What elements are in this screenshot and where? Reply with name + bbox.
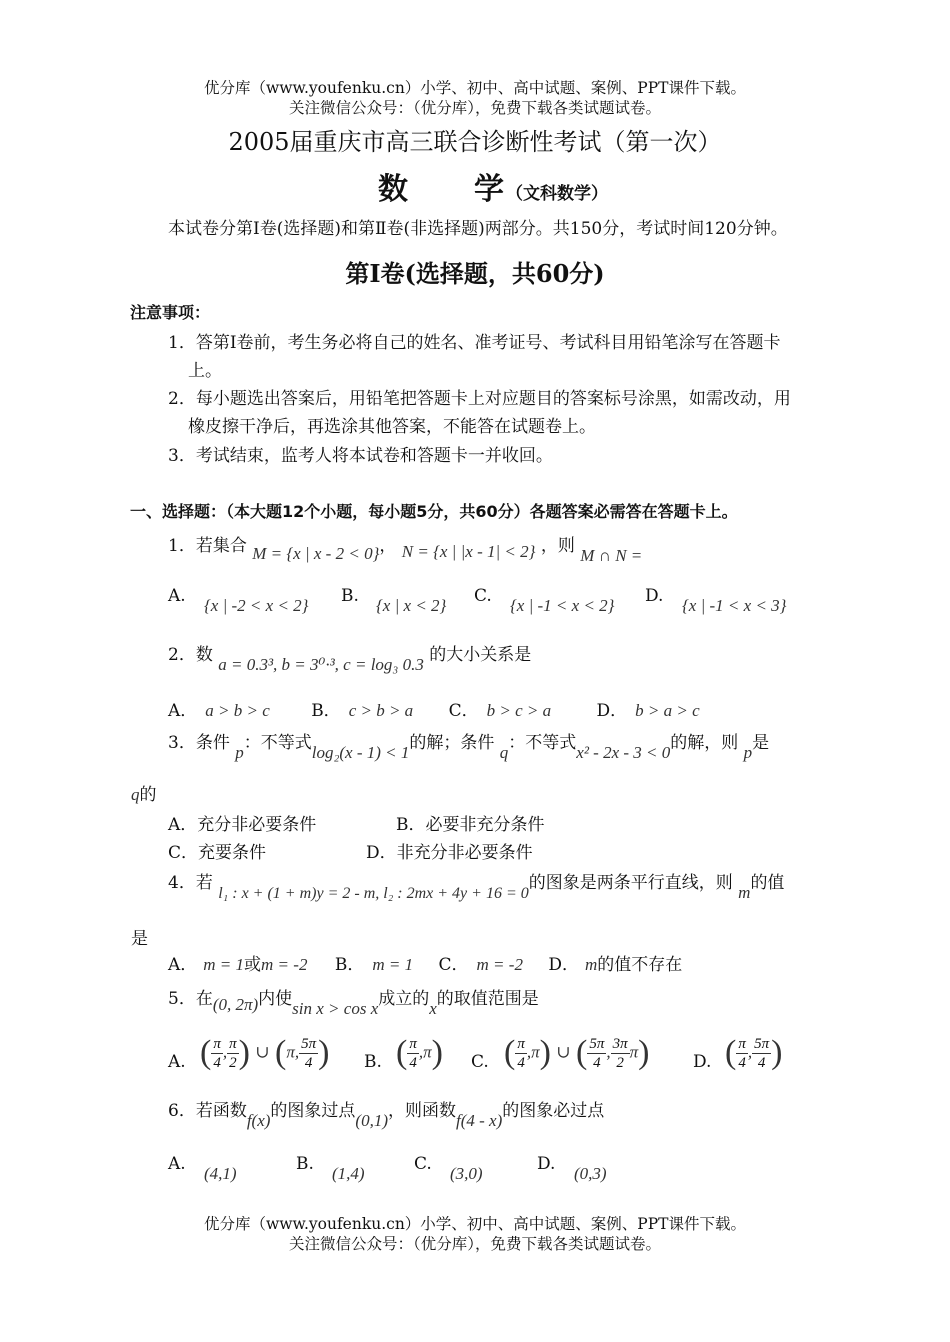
q6-text-2: ，则函数 (388, 1101, 456, 1121)
q5-option-a: ( $\frac{\pi}{4}$ , $\frac{\pi}{2}$ ) ∪ (π, $\frac{5\pi}{4}$ ) (200, 1034, 330, 1071)
notice-1a: 1．答第Ⅰ卷前，考生务必将自己的姓名、准考证号、考试科目用铅笔涂写在答题卡 (168, 333, 781, 353)
q5-c-4: 4 (517, 1054, 525, 1071)
q3-q: q (499, 743, 509, 762)
q3-ineq-2: x² - 2x - 3 < 0 (576, 743, 671, 762)
q1-option-b-label: B. (341, 586, 359, 606)
q4-option-b-label: B． (334, 955, 365, 975)
q6-text-1: 的图象过点 (270, 1101, 356, 1121)
q4-option-b: m = 1 (372, 955, 414, 974)
subject-heading (378, 164, 608, 208)
q6-option-a: (4,1) (204, 1164, 237, 1183)
q1-option-d-label: D. (645, 586, 664, 606)
q5-option-b: ( $\frac{\pi}{4}$ ,π) (396, 1034, 443, 1071)
q5-c-comma-pi: ,π (526, 1042, 540, 1062)
q2-option-d: b > a > c (635, 701, 700, 720)
q5-c-union: ∪ (556, 1042, 571, 1062)
q3-option-a: A．充分非必要条件 (168, 815, 317, 835)
q6-point: (0,1) (355, 1111, 388, 1130)
q2-option-b: c > b > a (348, 701, 414, 720)
q1-stem: 1．若集合 (168, 536, 247, 556)
q3-p-2: p (743, 743, 753, 762)
q2-option-a: a > b > c (205, 701, 270, 720)
q5-a-pi-3: π, (286, 1042, 300, 1062)
q5-a-4-2: 4 (304, 1054, 313, 1071)
q5-c-pi-tail: π (629, 1042, 639, 1062)
section-title: 第Ⅰ卷(选择题，共60分) (345, 259, 605, 288)
q2-option-c-label: C． (448, 701, 479, 721)
q5-option-a-label: A. (168, 1052, 186, 1072)
subject-note: （文科数学） (506, 184, 608, 204)
intro-text: 本试卷分第Ⅰ卷(选择题)和第Ⅱ卷(非选择题)两部分。共150分，考试时间120分钟。 (168, 219, 788, 239)
q5-ineq: sin x > cos x (292, 999, 379, 1018)
q4-tail-2: 的值 (750, 873, 785, 893)
q6-option-b: (1,4) (332, 1164, 365, 1183)
q5-option-c-label: C. (471, 1052, 489, 1072)
footer-line-1: 优分库（www.youfenku.cn）小学、初中、高中试题、案例、PPT课件下载。 (203, 1215, 747, 1233)
q4-option-d-m: m (585, 955, 598, 974)
q5-c-2: 2 (616, 1054, 624, 1071)
q5-c-pi: π (517, 1035, 525, 1052)
q5-a-union: ∪ (255, 1042, 270, 1062)
question-4 (168, 868, 785, 902)
question-6 (168, 1096, 605, 1130)
q5-stem: 5．在 (168, 989, 213, 1009)
header-line-1: 优分库（www.youfenku.cn）小学、初中、高中试题、案例、PPT课件下载。 (203, 79, 747, 97)
q1-set-n: N = {x | |x - 1| < 2} (401, 542, 536, 561)
q2-expr: a = 0.3³, b = 3⁰·³, c = log₃ 0.3 (218, 655, 424, 674)
q2-option-b-label: B． (311, 701, 341, 721)
q1-option-b: {x | x < 2} (376, 596, 447, 615)
part-title: 一、选择题：（本大题12个小题，每小题5分，共60分）各题答案必需答在答题卡上。 (130, 502, 738, 521)
q5-d-4-2: 4 (757, 1054, 766, 1071)
q6-option-a-label: A. (168, 1154, 186, 1174)
q3-stem: 3．条件 (168, 733, 230, 753)
q5-a-pi-1: π (213, 1035, 221, 1052)
q5-text-2: 成立的 (378, 989, 430, 1009)
q5-option-d: ( $\frac{\pi}{4}$ , $\frac{5\pi}{4}$ ) (725, 1034, 783, 1071)
q4-expr: l₁ : x + (1 + m)y = 2 - m, l₂ : 2mx + 4y + 16 = 0 (218, 885, 529, 902)
question-3 (168, 728, 770, 762)
q4-option-c-label: C． (438, 955, 469, 975)
question-2 (168, 640, 532, 674)
q4-options (168, 950, 682, 975)
q3-line-2 (131, 780, 157, 805)
q5-x: x (429, 999, 437, 1018)
notice-2a: 2．每小题选出答案后，用铅笔把答题卡上对应题目的答案标号涂黑，如需改动，用 (168, 389, 791, 409)
q1-option-c: {x | -1 < x < 2} (510, 596, 615, 615)
q4-tail-3: 是 (131, 929, 148, 949)
q2-option-a-label: A． (168, 701, 198, 721)
q4-option-a-label: A． (168, 955, 198, 975)
q4-or: 或 (244, 955, 262, 975)
q6-g: f(4 - x) (456, 1111, 503, 1130)
q6-option-d-label: D. (537, 1154, 556, 1174)
q3-text-6: 的 (139, 785, 157, 805)
q1-set-m: M = {x | x - 2 < 0} (252, 544, 380, 563)
q5-a-5pi: 5π (301, 1035, 317, 1052)
subject-title: 数 学 (378, 172, 506, 207)
q5-range: (0, 2π) (212, 995, 259, 1014)
q2-option-d-label: D． (596, 701, 628, 721)
q3-option-b: B．必要非充分条件 (396, 815, 545, 835)
q4-option-d: 的值不存在 (597, 955, 683, 975)
q2-tail: 的大小关系是 (429, 645, 532, 665)
q4-option-a-2: m = -2 (261, 955, 308, 974)
q6-stem: 6．若函数 (168, 1101, 247, 1121)
q4-stem: 4．若 (168, 873, 213, 893)
q6-option-c-label: C. (414, 1154, 432, 1174)
q3-text-1: ：不等式 (243, 733, 312, 753)
question-1 (168, 531, 643, 565)
q3-ineq-1: log₂(x - 1) < 1 (311, 743, 410, 762)
q1-expr: M ∩ N = (580, 546, 643, 565)
q1-sep: ， (379, 536, 397, 556)
notice-3: 3．考试结束，监考人将本试卷和答题卡一并收回。 (168, 446, 553, 466)
question-5 (168, 984, 539, 1018)
q4-tail: 的图象是两条平行直线，则 (528, 873, 733, 893)
q2-stem: 2．数 (168, 645, 213, 665)
q4-m: m (738, 883, 751, 902)
q3-text-5: 是 (752, 733, 770, 753)
exam-title: 2005届重庆市高三联合诊断性考试（第一次） (228, 128, 722, 156)
q6-option-c: (3,0) (450, 1164, 483, 1183)
q1-option-c-label: C. (474, 586, 492, 606)
q3-text-4: 的解，则 (670, 733, 739, 753)
q5-b-comma-pi: ,π (418, 1042, 432, 1062)
q5-d-pi: π (738, 1035, 746, 1052)
q5-option-b-label: B. (364, 1052, 382, 1072)
q5-c-3pi: 3π (612, 1035, 628, 1052)
q3-p: p (235, 743, 244, 762)
q5-b-4: 4 (409, 1054, 417, 1071)
q5-option-c: ( $\frac{\pi}{4}$ ,π) ∪ ( $\frac{5\pi}{4}$ , $\frac{3\pi}{2}$ π) (504, 1034, 650, 1071)
q5-a-pi-2: π (229, 1035, 237, 1052)
q3-option-d: D．非充分非必要条件 (366, 843, 533, 863)
q5-d-4: 4 (738, 1054, 746, 1071)
q3-q-2: q (131, 785, 140, 804)
q5-b-pi: π (409, 1035, 417, 1052)
q3-option-c: C．充要条件 (168, 843, 267, 863)
q6-option-d: (0,3) (574, 1164, 607, 1183)
q4-option-a-1: m = 1 (203, 955, 245, 974)
notice-1b: 上。 (188, 361, 222, 381)
q2-option-c: b > c > a (486, 701, 552, 720)
q1-then: ，则 (540, 536, 575, 556)
q4-option-c: m = -2 (476, 955, 523, 974)
q1-option-a: {x | -2 < x < 2} (204, 596, 309, 615)
q5-text-3: 的取值范围是 (436, 989, 539, 1009)
q5-a-2: 2 (229, 1054, 237, 1071)
notice-title: 注意事项： (130, 303, 211, 322)
q6-f: f(x) (246, 1111, 271, 1130)
q5-option-d-label: D. (693, 1052, 712, 1072)
q6-text-3: 的图象必过点 (502, 1101, 605, 1121)
q1-option-a-label: A. (168, 586, 186, 606)
q1-option-d: {x | -1 < x < 3} (682, 596, 787, 615)
q5-c-5pi: 5π (589, 1035, 605, 1052)
q3-text-3: ：不等式 (508, 733, 577, 753)
q4-option-d-label: D． (548, 955, 579, 975)
q6-option-b-label: B. (296, 1154, 314, 1174)
q5-text-1: 内使 (258, 989, 293, 1009)
footer-line-2: 关注微信公众号：（优分库），免费下载各类试题试卷。 (288, 1235, 661, 1253)
q5-c-4-2: 4 (593, 1054, 601, 1071)
q5-a-4: 4 (213, 1054, 221, 1071)
header-line-2: 关注微信公众号：（优分库），免费下载各类试题试卷。 (288, 99, 661, 117)
q3-text-2: 的解；条件 (409, 733, 495, 753)
q2-options (168, 696, 700, 721)
q5-d-5pi: 5π (754, 1035, 770, 1052)
notice-2b: 橡皮擦干净后，再选涂其他答案，不能答在试题卷上。 (188, 417, 596, 437)
